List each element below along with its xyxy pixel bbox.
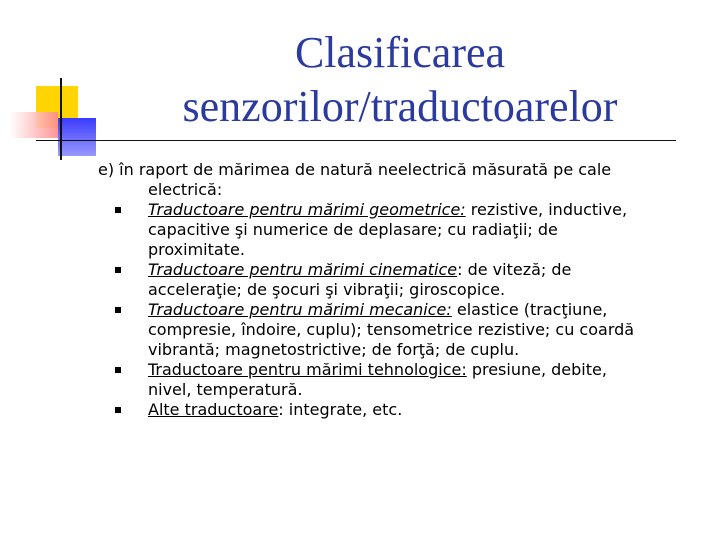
square-bullet-icon <box>115 367 121 373</box>
bullet-list <box>98 200 698 420</box>
intro-paragraph <box>98 160 698 200</box>
decor-blue-square <box>58 118 96 156</box>
list-item <box>98 400 698 420</box>
square-bullet-icon <box>115 307 121 313</box>
item-term: Traductoare pentru mărimi cinematice <box>148 260 458 279</box>
title-line-1: Clasificarea <box>294 28 506 77</box>
item-term: Traductoare pentru mărimi tehnologice: <box>148 360 467 379</box>
item-text: nivel, temperatură. <box>148 380 303 399</box>
decor-horizontal-line <box>36 140 676 141</box>
square-bullet-icon <box>115 267 121 273</box>
slide-body <box>98 160 698 420</box>
decor-red-bar <box>10 112 58 138</box>
item-term: Traductoare pentru mărimi geometrice: <box>148 200 466 219</box>
item-text: proximitate. <box>148 240 245 259</box>
list-item <box>98 300 698 360</box>
square-bullet-icon <box>115 207 121 213</box>
list-item <box>98 260 698 300</box>
item-text: capacitive şi numerice de deplasare; cu radiaţii; de <box>148 220 558 239</box>
item-text: elastice (tracţiune, <box>451 300 608 319</box>
title-line-2: senzorilor/traductoarelor <box>182 82 618 131</box>
item-text: : de viteză; de <box>457 260 572 279</box>
list-item <box>98 200 698 260</box>
item-text: vibrantă; magnetostrictive; de forţă; de cuplu. <box>148 340 520 359</box>
item-text: compresie, îndoire, cuplu); tensometrice rezistive; cu coardă <box>148 320 635 339</box>
item-term: Alte traductoare <box>148 400 279 419</box>
list-item <box>98 360 698 400</box>
item-text: rezistive, inductive, <box>465 200 628 219</box>
intro-line-1: e) în raport de mărimea de natură neelectrică măsurată pe cale <box>98 160 612 179</box>
square-bullet-icon <box>115 407 121 413</box>
slide-title <box>120 26 680 134</box>
item-term: Traductoare pentru mărimi mecanice: <box>148 300 452 319</box>
intro-line-2: electrică: <box>148 180 223 199</box>
item-text: acceleraţie; de şocuri şi vibraţii; giroscopice. <box>148 280 506 299</box>
item-text: : integrate, etc. <box>278 400 403 419</box>
decor-vertical-line <box>60 78 62 160</box>
item-text: presiune, debite, <box>466 360 607 379</box>
